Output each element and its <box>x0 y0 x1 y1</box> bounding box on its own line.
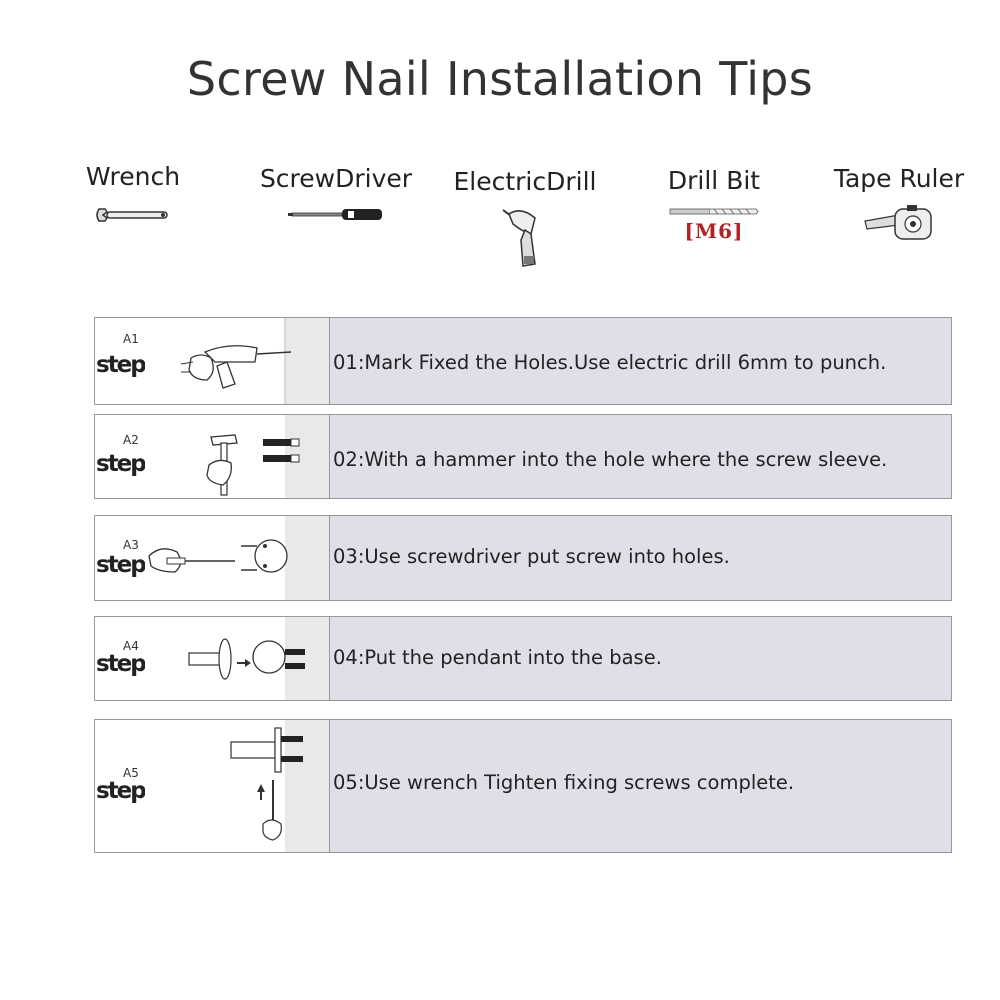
step-row-a1 <box>94 317 952 405</box>
step-code: A5 <box>123 766 139 780</box>
screwdriver-icon <box>286 203 386 225</box>
step-row-a4 <box>94 616 952 701</box>
tool-electric-drill <box>450 167 600 268</box>
step-word: step <box>96 651 145 677</box>
drill-bit-icon <box>668 205 760 219</box>
step-row-a3 <box>94 515 952 601</box>
pendant-base-illustration <box>145 617 329 700</box>
step-illustration <box>145 318 330 404</box>
step-row-a5 <box>94 719 952 853</box>
step-description: 01:Mark Fixed the Holes.Use electric drill 6mm to punch. <box>333 351 887 374</box>
step-marker <box>95 720 146 852</box>
tool-label: ScrewDriver <box>259 164 413 193</box>
step-description: 05:Use wrench Tighten fixing screws complete. <box>333 771 795 794</box>
wrench-tighten-illustration <box>145 720 329 852</box>
tool-tape-ruler <box>828 164 970 245</box>
step-word: step <box>96 552 145 578</box>
step-marker <box>95 415 146 498</box>
step-code: A1 <box>123 332 139 346</box>
step-marker <box>95 617 146 700</box>
drilling-wall-illustration <box>145 318 329 404</box>
step-illustration <box>145 617 330 700</box>
tool-label: Drill Bit <box>667 166 761 195</box>
step-row-a2 <box>94 414 952 499</box>
screwdriver-screws-illustration <box>145 516 329 600</box>
step-marker <box>95 318 146 404</box>
step-code: A3 <box>123 538 139 552</box>
step-word: step <box>96 352 145 378</box>
step-description: 02:With a hammer into the hole where the screw sleeve. <box>333 448 888 471</box>
tool-label: Tape Ruler <box>833 164 965 193</box>
step-code: A4 <box>123 639 139 653</box>
step-description: 03:Use screwdriver put screw into holes. <box>333 545 730 568</box>
step-word: step <box>96 451 145 477</box>
step-code: A2 <box>123 433 139 447</box>
tool-drill-bit <box>655 166 773 243</box>
tool-label: Wrench <box>85 162 181 191</box>
tool-label: ElectricDrill <box>453 167 597 196</box>
step-marker <box>95 516 146 600</box>
step-illustration <box>145 415 330 498</box>
step-description: 04:Put the pendant into the base. <box>333 646 662 669</box>
tool-wrench <box>72 162 194 231</box>
step-word: step <box>96 778 145 804</box>
tool-screwdriver <box>256 164 416 225</box>
tape-ruler-icon <box>859 203 939 245</box>
hammer-sleeve-illustration <box>145 415 329 498</box>
drill-bit-size-tag: [M6] <box>684 219 744 243</box>
step-illustration <box>145 720 330 852</box>
page-title: Screw Nail Installation Tips <box>186 52 814 106</box>
electric-drill-icon <box>495 206 555 268</box>
wrench-icon <box>93 201 173 231</box>
step-illustration <box>145 516 330 600</box>
